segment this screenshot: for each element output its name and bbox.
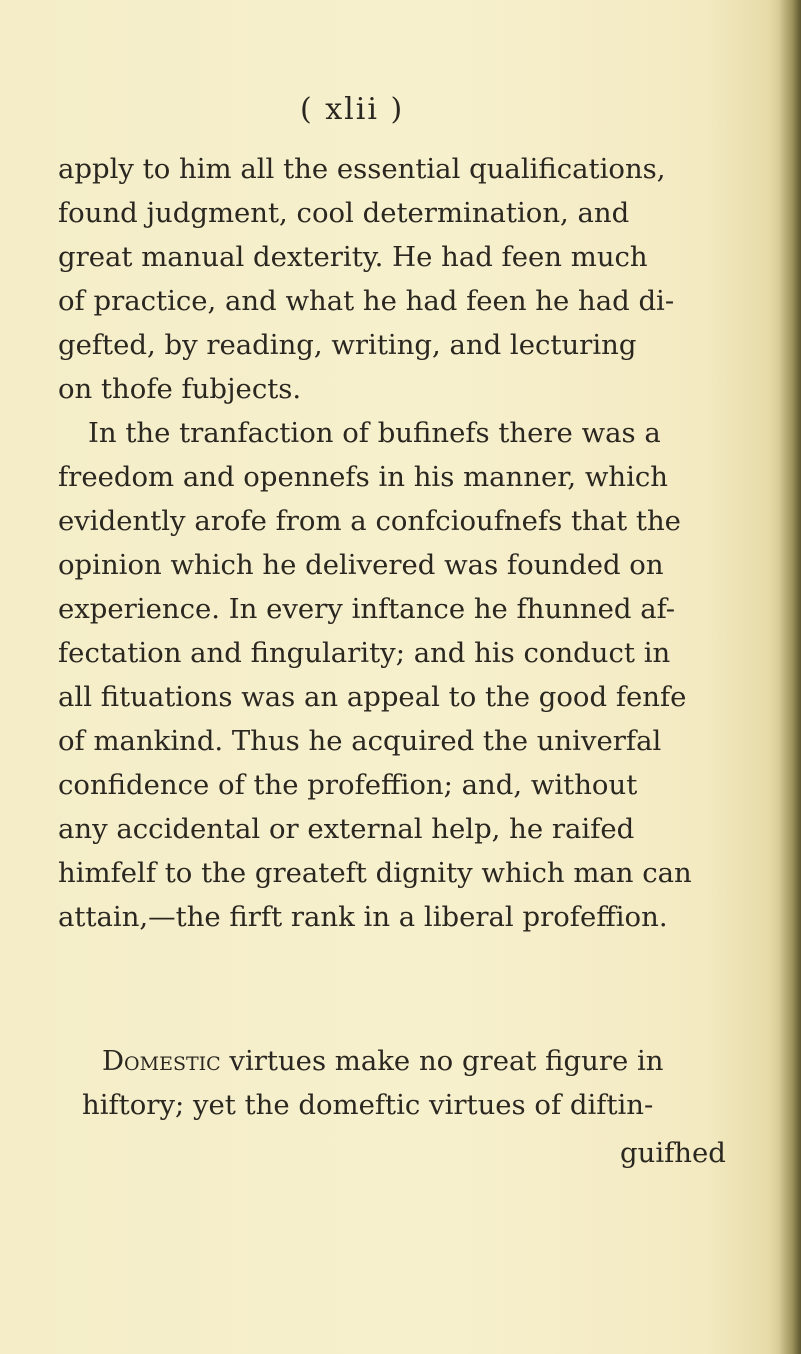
text-line: himfelf to the greateft dignity which man can (58, 857, 692, 889)
text-line: opinion which he delivered was founded on (58, 549, 664, 581)
text-line: on thofe fubjects. (58, 373, 302, 405)
text-line: of mankind. Thus he acquired the univerfal (58, 725, 662, 757)
text-line: confidence of the profeffion; and, without (58, 769, 638, 801)
section-first-word: Domestic (102, 1045, 221, 1077)
text-line: of practice, and what he had feen he had di- (58, 285, 675, 317)
text-line: any accidental or external help, he raifed (58, 813, 635, 845)
text-line (102, 1046, 664, 1076)
text-line: fectation and fingularity; and his conduct in (58, 637, 671, 669)
text-line: apply to him all the essential qualifications, (58, 153, 666, 185)
text-line: all fituations was an appeal to the good fenfe (58, 681, 687, 713)
page-number-header: ( xlii ) (300, 92, 405, 127)
text-line: great manual dexterity. He had feen much (58, 241, 648, 273)
text-line: In the tranfaction of bufinefs there was a (88, 417, 661, 449)
catchword: guifhed (620, 1137, 726, 1169)
text-line: experience. In every inftance he fhunned af- (58, 593, 676, 625)
text-line: gefted, by reading, writing, and lecturing (58, 329, 637, 361)
text-line: found judgment, cool determination, and (58, 197, 630, 229)
text-span: virtues make no great figure in (220, 1045, 664, 1077)
text-line: hiftory; yet the domeftic virtues of diftin- (82, 1089, 654, 1121)
text-line: attain,—the firft rank in a liberal profeffion. (58, 901, 668, 933)
text-line: freedom and opennefs in his manner, which (58, 461, 669, 493)
text-line: evidently arofe from a confcioufnefs that the (58, 505, 681, 537)
page-edge-shadow (779, 0, 801, 1354)
